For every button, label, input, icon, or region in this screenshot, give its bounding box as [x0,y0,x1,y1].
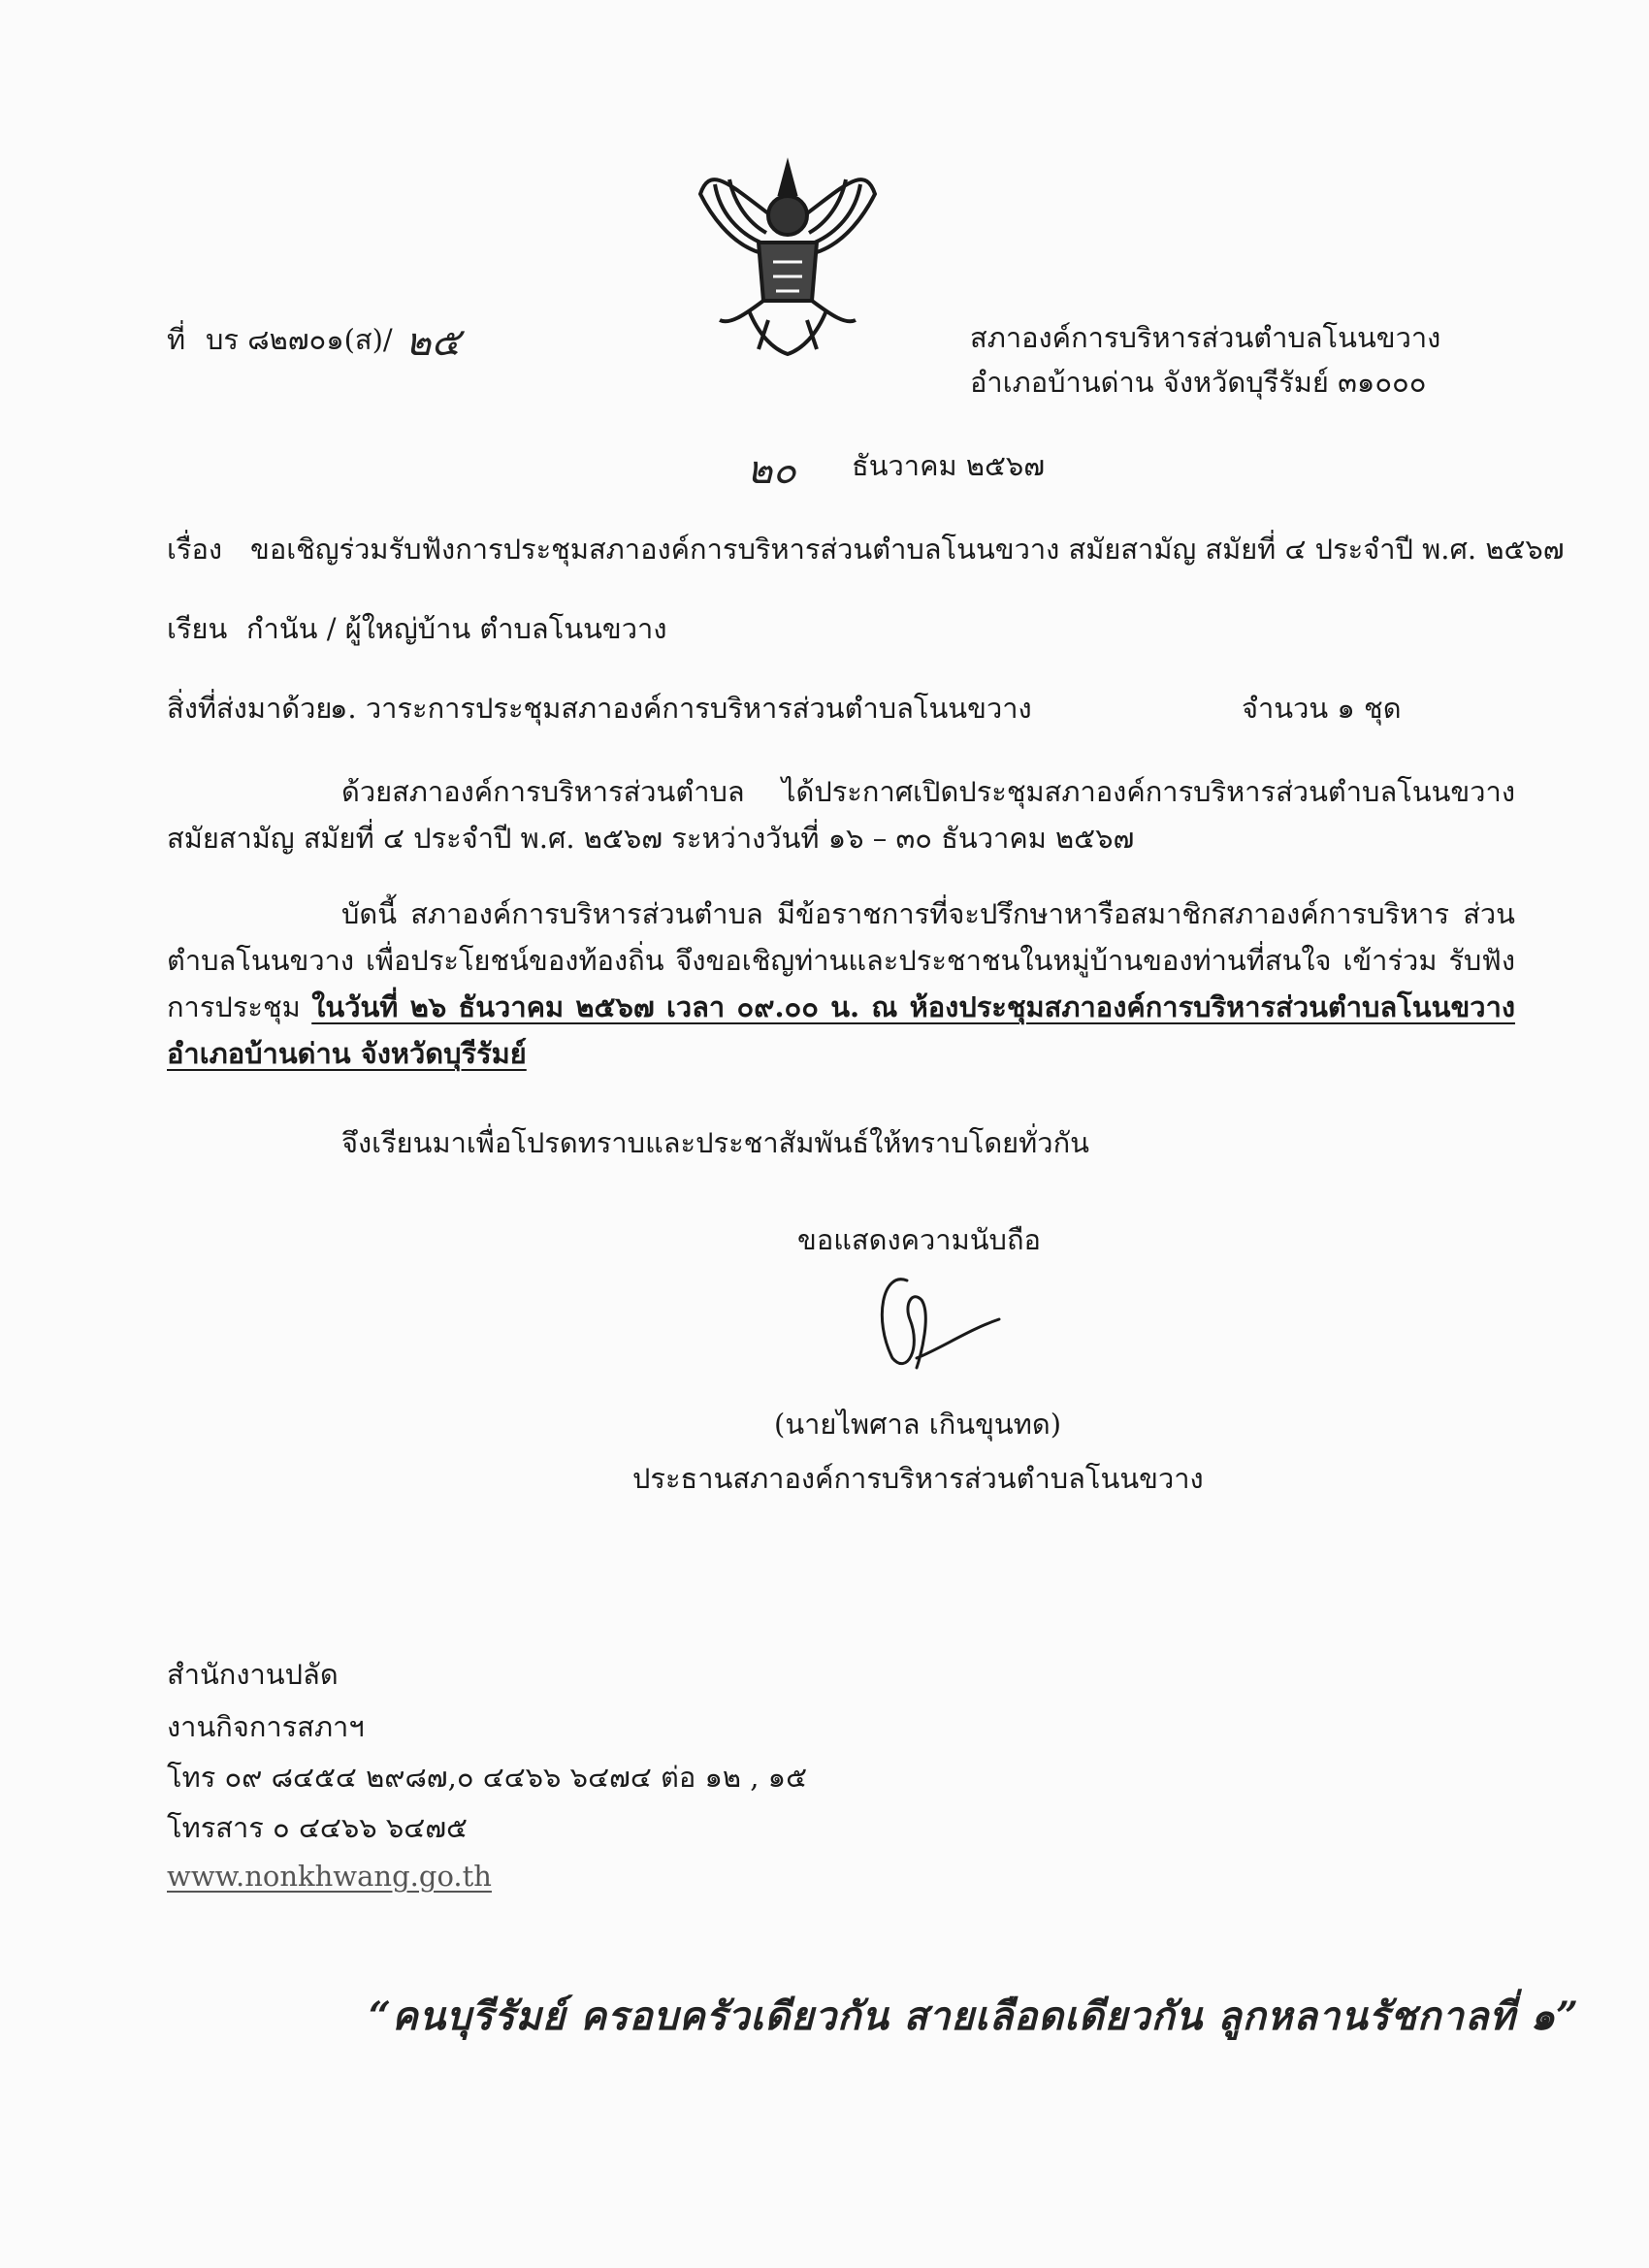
signatory-title: ประธานสภาองค์การบริหารส่วนตำบลโนนขวาง [632,1462,1204,1495]
subject-text: ขอเชิญร่วมรับฟังการประชุมสภาองค์การบริหารส่วนตำบลโนนขวาง สมัยสามัญ สมัยที่ ๔ ประจำปี พ.ศ. ๒๕๖๗ [250,533,1565,566]
org-address: อำเภอบ้านด่าน จังหวัดบุรีรัมย์ ๓๑๐๐๐ [970,366,1427,399]
recipient-label: เรียน [167,612,228,645]
subject-label: เรื่อง [167,533,223,566]
signatory-name: (นายไพศาล เกินขุนทด) [774,1408,1062,1441]
footer-section: งานกิจการสภาฯ [167,1710,365,1743]
ref-handwritten-number: ๒๕ [405,320,461,365]
website-link[interactable]: www.nonkhwang.go.th [167,1860,492,1893]
footer-fax: โทรสาร ๐ ๔๔๖๖ ๖๔๗๕ [167,1811,469,1844]
ref-label: ที่ [167,323,186,356]
footer-phone: โทร ๐๙ ๘๔๕๔ ๒๙๘๗,๐ ๔๔๖๖ ๖๔๗๔ ต่อ ๑๒ , ๑๕ [167,1761,808,1794]
meeting-details-underlined: ในวันที่ ๒๖ ธันวาคม ๒๕๖๗ เวลา ๐๙.๐๐ น. ณ ห้องประชุมสภาองค์การบริหารส่วนตำบลโนนขวาง อำเภอบ้านด่าน จังหวัดบุรีรัมย์ [167,990,1516,1070]
enclosure-item: ๑. วาระการประชุมสภาองค์การบริหารส่วนตำบลโนนขวาง [330,692,1032,725]
enclosure-quantity: จำนวน ๑ ชุด [1242,692,1402,725]
date-day-handwritten: ๒๐ [747,448,796,493]
date-month-year: ธันวาคม ๒๕๖๗ [852,449,1046,482]
body-paragraph-1-text: ด้วยสภาองค์การบริหารส่วนตำบล ได้ประกาศเปิดประชุมสภาองค์การบริหารส่วนตำบลโนนขวาง สมัยสามัญ สมัยที่ ๔ ประจำปี พ.ศ. ๒๕๖๗ ระหว่างวันที่ ๑๖ – ๓๐ ธันวาคม ๒๕๖๗ [167,775,1515,855]
body-paragraph-1 [167,768,1515,861]
ref-number: บร ๘๒๗๐๑(ส)/ [206,323,393,356]
provincial-slogan: “คนบุรีรัมย์ ครอบครัวเดียวกัน สายเลือดเดียวกัน ลูกหลานรัชกาลที่ ๑” [369,1993,1580,2039]
recipient-text: กำนัน / ผู้ใหญ่บ้าน ตำบลโนนขวาง [246,612,667,645]
salutation: ขอแสดงความนับถือ [797,1223,1041,1256]
garuda-emblem-icon [691,155,885,369]
signature-mark-icon [854,1261,1009,1377]
body-paragraph-2 [167,891,1515,1077]
enclosure-label: สิ่งที่ส่งมาด้วย [167,692,333,725]
closing-sentence: จึงเรียนมาเพื่อโปรดทราบและประชาสัมพันธ์ให้ทราบโดยทั่วกัน [341,1126,1089,1159]
footer-office: สำนักงานปลัด [167,1658,339,1691]
org-name: สภาองค์การบริหารส่วนตำบลโนนขวาง [970,321,1441,354]
body-paragraph-2-text: บัดนี้ สภาองค์การบริหารส่วนตำบล มีข้อราชการที่จะปรึกษาหารือสมาชิกสภาองค์การบริหาร ส่วนตำบลโนนขวาง เพื่อประโยชน์ของท้องถิ่น จึงขอเชิญท่านและประชาชนในหมู่บ้านของท่านที่สนใจ เข้าร่วม รับฟังการประชุม [167,897,1515,1023]
